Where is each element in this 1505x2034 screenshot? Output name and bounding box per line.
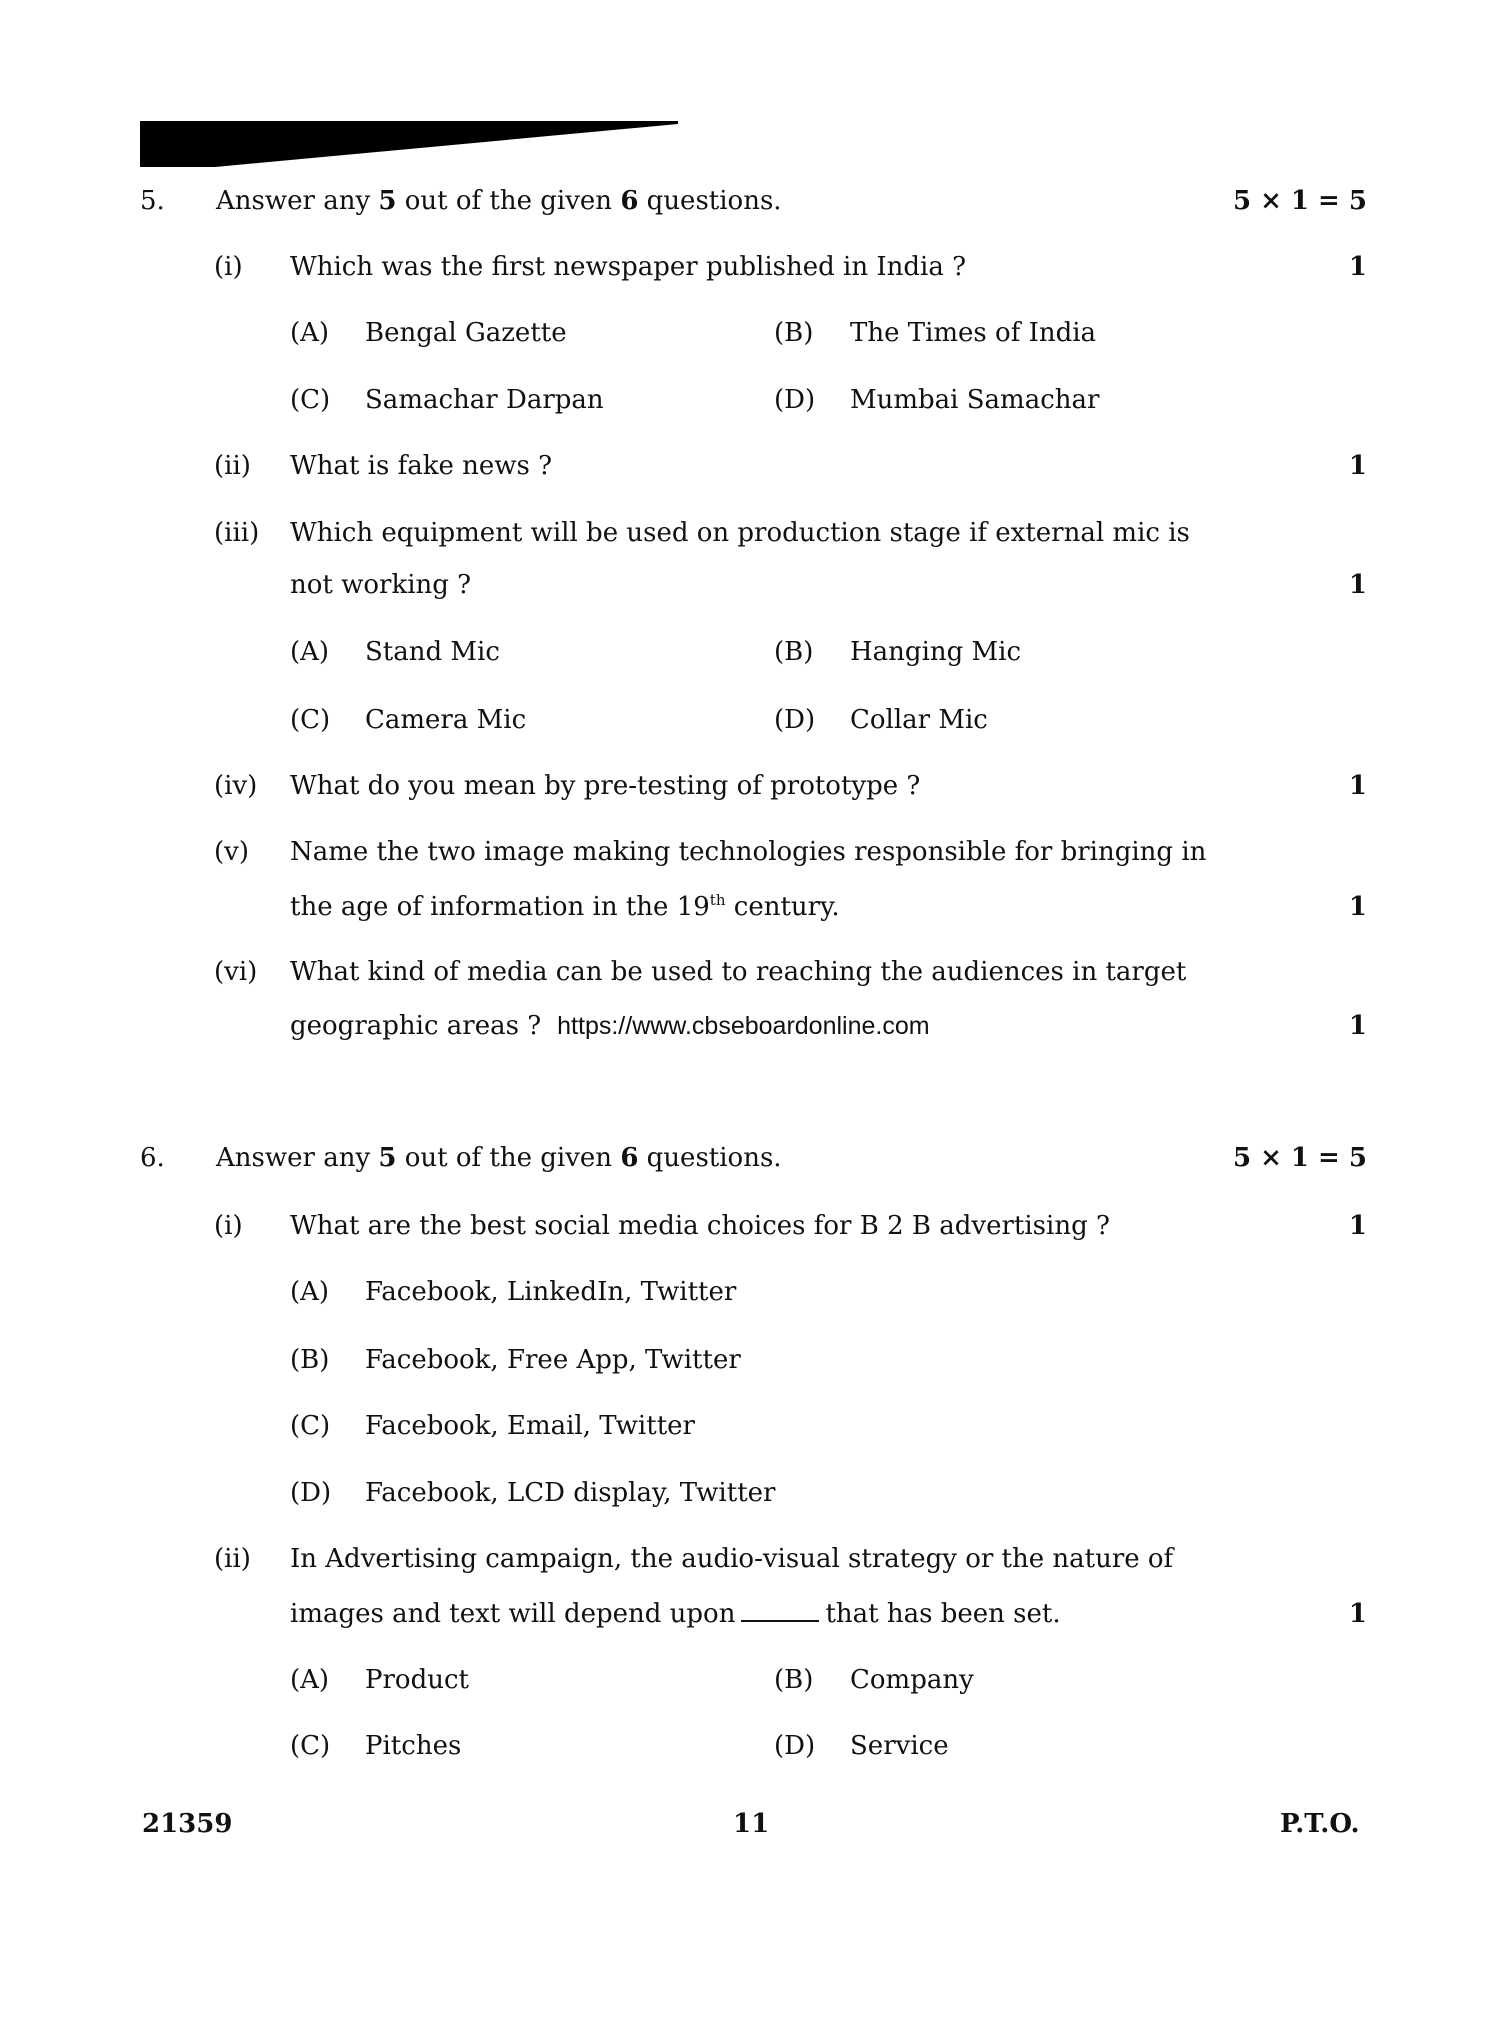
subquestion-5-vi [0,954,1505,990]
option-row [0,1408,1505,1444]
option-row [0,1274,1505,1310]
subquestion-marks: 1 [1348,1599,1367,1629]
option-text: Product [365,1665,469,1695]
subquestion-5-v-line2 [0,889,1505,925]
subquestion-label: (iv) [214,771,258,801]
option-text: Bengal Gazette [365,318,567,348]
option-label: (C) [290,705,331,735]
question-marks: 5 × 1 = 5 [1232,186,1367,216]
question-marks: 5 × 1 = 5 [1232,1143,1367,1173]
subquestion-5-iii-line2 [0,567,1505,603]
question-instruction: Answer any 5 out of the given 6 questions. [216,186,782,216]
option-label: (D) [290,1478,332,1508]
subquestion-text: Name the two image making technologies responsible for bringing in [290,837,1207,867]
option-label: (B) [290,1345,330,1375]
question-number: 6. [140,1143,165,1173]
option-label: (A) [290,1277,330,1307]
option-text: Stand Mic [365,637,500,667]
page-number: 11 [733,1809,770,1839]
option-label: (C) [290,1731,331,1761]
option-label: (A) [290,1665,330,1695]
option-label: (A) [290,637,330,667]
options-row [0,382,1505,418]
subquestion-label: (ii) [214,1544,251,1574]
subquestion-text: the age of information in the 19th century. [290,891,840,922]
subquestion-5-i [0,249,1505,285]
option-label: (B) [774,318,814,348]
paper-code: 21359 [142,1809,233,1839]
question-instruction: Answer any 5 out of the given 6 questions. [216,1143,782,1173]
subquestion-marks: 1 [1348,451,1367,481]
option-text: The Times of India [850,318,1097,348]
option-text: Facebook, LCD display, Twitter [365,1478,776,1508]
subquestion-label: (ii) [214,451,251,481]
option-text: Service [850,1731,949,1761]
subquestion-marks: 1 [1348,892,1367,922]
options-row [0,315,1505,351]
option-text: Collar Mic [850,705,988,735]
options-row [0,702,1505,738]
subquestion-label: (i) [214,1211,243,1241]
option-text: Facebook, LinkedIn, Twitter [365,1277,737,1307]
option-row [0,1342,1505,1378]
subquestion-marks: 1 [1348,1011,1367,1041]
subquestion-6-ii-line2 [0,1596,1505,1632]
option-label: (B) [774,637,814,667]
subquestion-label: (i) [214,252,243,282]
please-turn-over: P.T.O. [1280,1809,1360,1839]
subquestion-label: (vi) [214,957,258,987]
subquestion-text: What do you mean by pre-testing of prototype ? [290,771,921,801]
subquestion-6-i [0,1208,1505,1244]
subquestion-text: Which equipment will be used on production stage if external mic is [290,518,1190,548]
subquestion-5-vi-line2 [0,1008,1505,1044]
question-number: 5. [140,186,165,216]
subquestion-text: What is fake news ? [290,451,553,481]
option-label: (D) [774,705,816,735]
option-text: Camera Mic [365,705,527,735]
option-label: (B) [774,1665,814,1695]
subquestion-label: (iii) [214,518,260,548]
subquestion-text: In Advertising campaign, the audio-visual strategy or the nature of [290,1544,1174,1574]
option-text: Pitches [365,1731,462,1761]
option-text: Facebook, Email, Twitter [365,1411,695,1441]
subquestion-5-ii [0,448,1505,484]
subquestion-marks: 1 [1348,771,1367,801]
subquestion-marks: 1 [1348,1211,1367,1241]
subquestion-text: What kind of media can be used to reaching the audiences in target [290,957,1187,987]
subquestion-text: geographic areas ? https://www.cbseboardonline.com [290,1011,930,1041]
subquestion-5-v [0,834,1505,870]
option-text: Mumbai Samachar [850,385,1100,415]
option-row [0,1475,1505,1511]
options-row [0,1662,1505,1698]
option-label: (A) [290,318,330,348]
subquestion-text: Which was the first newspaper published in India ? [290,252,967,282]
subquestion-6-ii [0,1541,1505,1577]
option-label: (D) [774,1731,816,1761]
option-text: Company [850,1665,974,1695]
subquestion-text: images and text will depend upon that has been set. [290,1599,1061,1629]
option-label: (C) [290,1411,331,1441]
subquestion-marks: 1 [1348,252,1367,282]
option-text: Hanging Mic [850,637,1022,667]
fill-in-blank [741,1598,819,1622]
subquestion-text: not working ? [290,570,472,600]
subquestion-text: What are the best social media choices for B 2 B advertising ? [290,1211,1110,1241]
option-label: (D) [774,385,816,415]
subquestion-label: (v) [214,837,249,867]
options-row [0,634,1505,670]
option-label: (C) [290,385,331,415]
question-5-header [0,183,1505,219]
option-text: Facebook, Free App, Twitter [365,1345,741,1375]
watermark-url: https://www.cbseboardonline.com [557,1012,930,1040]
subquestion-marks: 1 [1348,570,1367,600]
subquestion-5-iii [0,515,1505,551]
options-row [0,1728,1505,1764]
question-6-header [0,1140,1505,1176]
header-black-bar [0,0,1505,200]
option-text: Samachar Darpan [365,385,604,415]
subquestion-5-iv [0,768,1505,804]
